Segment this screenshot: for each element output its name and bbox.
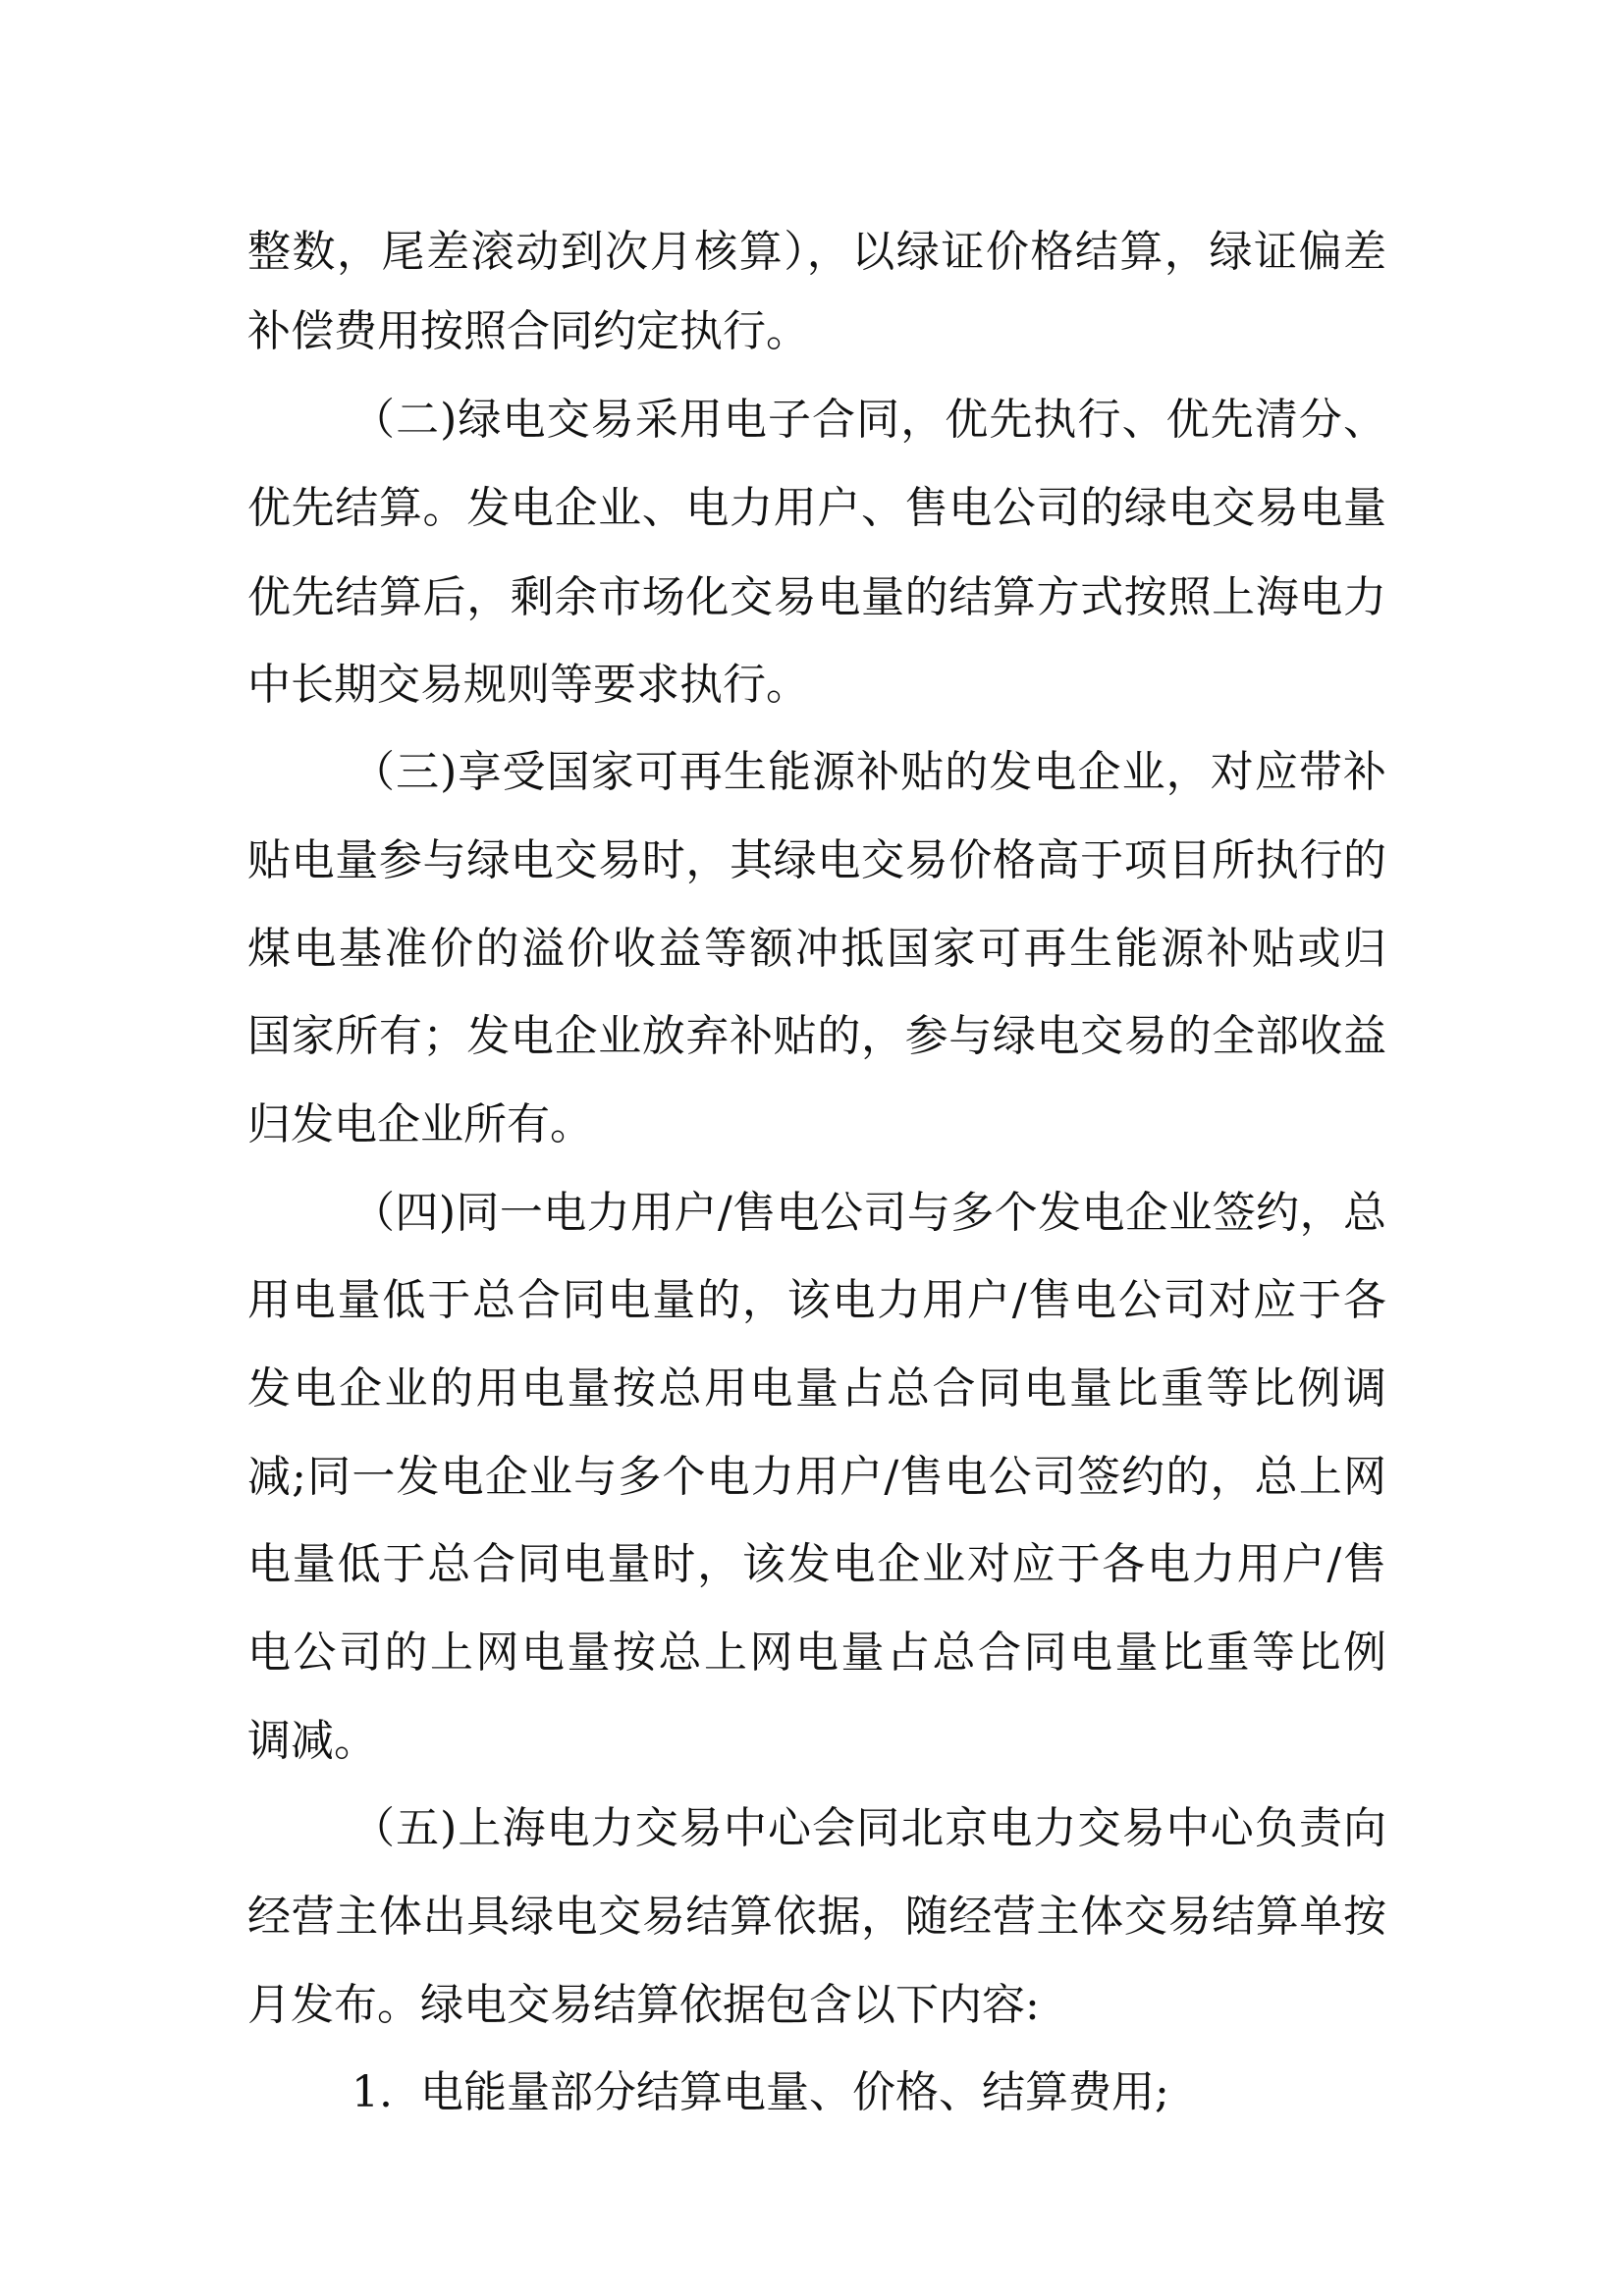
paragraph-5-heading-line: （五)上海电力交易中心会同北京电力交易中心负责向	[352, 1803, 1386, 1853]
text-line: 优先结算后，剩余市场化交易电量的结算方式按照上海电力	[247, 572, 1386, 622]
paragraph-4-heading-line: （四)同一电力用户/售电公司与多个发电企业签约，总	[352, 1188, 1386, 1238]
text-line: 电公司的上网电量按总上网电量占总合同电量比重等比例	[247, 1628, 1386, 1678]
text-line: 月发布。绿电交易结算依据包含以下内容:	[247, 1980, 1040, 2030]
list-item	[352, 2054, 1169, 2132]
text-line: 补偿费用按照合同约定执行。	[247, 306, 809, 356]
text-line: 整数，尾差滚动到次月核算），以绿证价格结算，绿证偏差	[247, 227, 1386, 277]
text-line: 国家所有；发电企业放弃补贴的，参与绿电交易的全部收益	[247, 1011, 1386, 1061]
text-line: 用电量低于总合同电量的，该电力用户/售电公司对应于各	[247, 1275, 1386, 1325]
list-item-number: 1.	[352, 2067, 393, 2117]
text-line: 中长期交易规则等要求执行。	[247, 660, 809, 710]
text-line: 经营主体出具绿电交易结算依据，随经营主体交易结算单按	[247, 1892, 1386, 1942]
text-line: 电量低于总合同电量时，该发电企业对应于各电力用户/售	[247, 1539, 1386, 1589]
text-line: 贴电量参与绿电交易时，其绿电交易价格高于项目所执行的	[247, 835, 1386, 885]
text-line: 发电企业的用电量按总用电量占总合同电量比重等比例调	[247, 1363, 1386, 1414]
paragraph-3-heading-line: （三)享受国家可再生能源补贴的发电企业，对应带补	[352, 747, 1386, 797]
text-line: 调减。	[247, 1716, 377, 1766]
list-item-text: 电能量部分结算电量、价格、结算费用;	[420, 2067, 1169, 2117]
text-line: 煤电基准价的溢价收益等额冲抵国家可再生能源补贴或归	[247, 924, 1386, 974]
text-line: 优先结算。发电企业、电力用户、售电公司的绿电交易电量	[247, 483, 1386, 533]
text-line: 归发电企业所有。	[247, 1099, 593, 1149]
text-line: 减;同一发电企业与多个电力用户/售电公司签约的，总上网	[247, 1452, 1386, 1502]
paragraph-2-heading-line: （二)绿电交易采用电子合同，优先执行、优先清分、	[352, 395, 1386, 445]
